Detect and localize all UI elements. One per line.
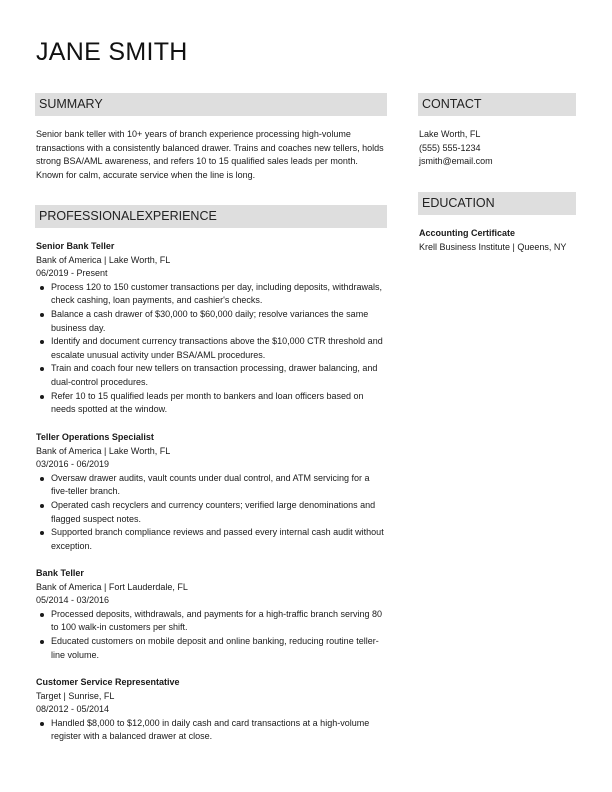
education-school: Krell Business Institute | Queens, NY bbox=[419, 241, 567, 252]
contact-email: jsmith@email.com bbox=[419, 156, 493, 167]
section-header-experience: PROFESSIONALEXPERIENCE bbox=[35, 205, 387, 228]
job-dates: 03/2016 - 06/2019 bbox=[36, 459, 110, 470]
section-header-contact: CONTACT bbox=[418, 93, 576, 116]
bullet-item: Identify and document currency transactions above the $10,000 CTR threshold and escalate unusual activity under BSA/AML procedures. bbox=[51, 335, 386, 362]
contact-block bbox=[419, 128, 577, 169]
job-entry-2 bbox=[36, 431, 386, 553]
bullet-item: Oversaw drawer audits, vault counts under dual control, and ATM servicing for a five-teller branch. bbox=[51, 472, 386, 499]
job-entry-4 bbox=[36, 676, 386, 744]
summary-paragraph: Senior bank teller with 10+ years of branch experience processing high-volume transactions with a consistently balanced drawer. Trains and coaches new tellers, holds strong BSA/AML awareness, and refers 10 to 15 qualified sales leads per month. Known for calm, accurate service when the line is long. bbox=[36, 129, 384, 180]
job-title: Bank Teller bbox=[36, 568, 84, 578]
bullet-item: Balance a cash drawer of $30,000 to $60,000 daily; resolve variances the same business day. bbox=[51, 308, 386, 335]
bullet-item: Process 120 to 150 customer transactions per day, including deposits, withdrawals, check cashing, loan payments, and cashier's checks. bbox=[51, 281, 386, 308]
job-entry-3 bbox=[36, 567, 386, 662]
job-bullets bbox=[36, 281, 386, 417]
job-bullets bbox=[36, 717, 386, 744]
bullet-item: Operated cash recyclers and currency counters; verified large denominations and flagged suspect notes. bbox=[51, 499, 386, 526]
job-entry-1 bbox=[36, 240, 386, 417]
bullet-item: Refer 10 to 15 qualified leads per month to bankers and loan officers based on needs spotted at the window. bbox=[51, 390, 386, 417]
bullet-item: Handled $8,000 to $12,000 in daily cash and card transactions at a high-volume register with a balanced drawer at close. bbox=[51, 717, 386, 744]
contact-location: Lake Worth, FL bbox=[419, 129, 481, 139]
job-bullets bbox=[36, 608, 386, 662]
bullet-item: Supported branch compliance reviews and passed every internal cash audit without exception. bbox=[51, 526, 386, 553]
job-dates: 05/2014 - 03/2016 bbox=[36, 595, 110, 606]
job-title: Teller Operations Specialist bbox=[36, 432, 154, 442]
job-dates: 08/2012 - 05/2014 bbox=[36, 704, 110, 715]
job-bullets bbox=[36, 472, 386, 554]
job-company: Target | Sunrise, FL bbox=[36, 690, 115, 701]
bullet-item: Processed deposits, withdrawals, and payments for a high-traffic branch serving 80 to 100 walk-in customers per shift. bbox=[51, 608, 386, 635]
job-dates: 06/2019 - Present bbox=[36, 268, 108, 279]
section-header-summary: SUMMARY bbox=[35, 93, 387, 116]
bullet-item: Educated customers on mobile deposit and online banking, reducing routine teller-line volume. bbox=[51, 635, 386, 662]
job-company: Bank of America | Lake Worth, FL bbox=[36, 445, 171, 456]
section-header-education: EDUCATION bbox=[418, 192, 576, 215]
education-block bbox=[419, 227, 577, 254]
job-title: Customer Service Representative bbox=[36, 677, 180, 687]
job-company: Bank of America | Lake Worth, FL bbox=[36, 254, 171, 265]
job-title: Senior Bank Teller bbox=[36, 241, 115, 251]
bullet-item: Train and coach four new tellers on transaction processing, drawer balancing, and dual-control procedures. bbox=[51, 362, 386, 389]
job-company: Bank of America | Fort Lauderdale, FL bbox=[36, 581, 188, 592]
education-title: Accounting Certificate bbox=[419, 228, 516, 238]
contact-phone: (555) 555-1234 bbox=[419, 142, 481, 153]
candidate-name: JANE SMITH bbox=[36, 38, 188, 66]
